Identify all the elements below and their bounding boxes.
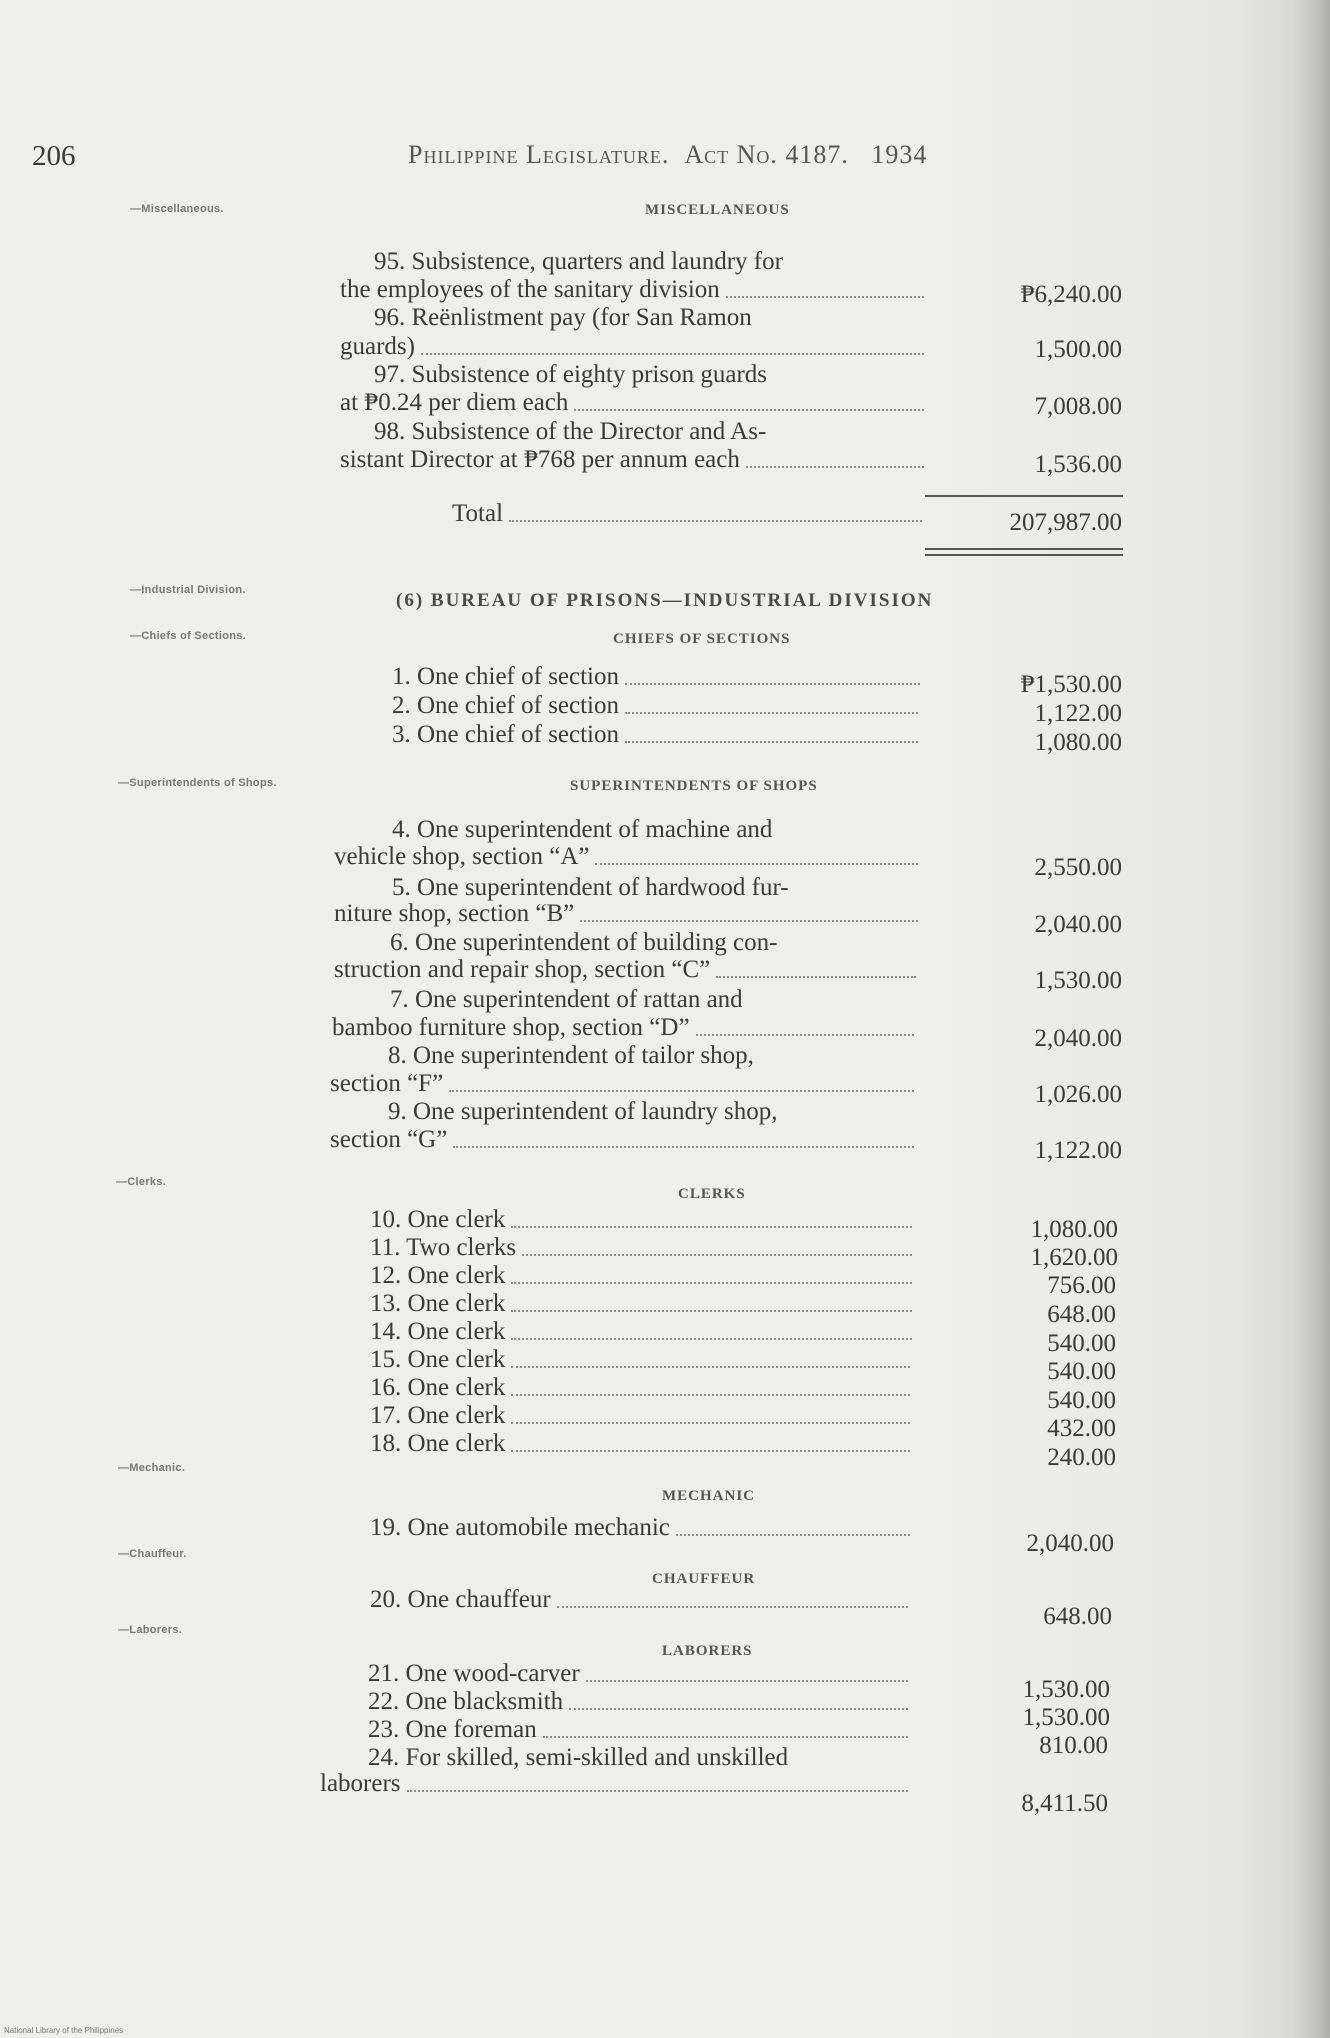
item-95-line-2 — [340, 276, 928, 304]
dot-leader — [511, 1393, 910, 1396]
heading-mechanic: MECHANIC — [662, 1488, 755, 1504]
item-5-text: niture shop, section “B” — [334, 900, 575, 927]
item-20-text: 20. One chauffeur — [370, 1586, 551, 1613]
item-95-line-1: 95. Subsistence, quarters and laundry for — [374, 248, 783, 275]
item-19-line — [370, 1514, 914, 1542]
item-96-line-2 — [340, 333, 928, 361]
amount-7: 2,040.00 — [1034, 1025, 1122, 1052]
item-7-text: bamboo furniture shop, section “D” — [332, 1014, 690, 1041]
amount-14: 540.00 — [1047, 1330, 1116, 1357]
item-3-line — [392, 721, 922, 749]
amount-98: 1,536.00 — [1034, 451, 1122, 478]
item-21-line — [368, 1660, 912, 1688]
item-13-line — [370, 1290, 916, 1318]
item-6-line-1: 6. One superintendent of building con- — [390, 929, 778, 956]
item-16-line — [370, 1374, 914, 1402]
item-9-line-2 — [330, 1126, 918, 1154]
amount-5: 2,040.00 — [1034, 911, 1122, 938]
scan-credit: National Library of the Philippines — [4, 2026, 124, 2035]
dot-leader — [580, 919, 918, 922]
item-12-line — [370, 1262, 916, 1290]
amount-15: 540.00 — [1047, 1358, 1116, 1385]
item-19-text: 19. One automobile mechanic — [370, 1514, 670, 1541]
item-18-line — [370, 1430, 914, 1458]
item-22-text: 22. One blacksmith — [368, 1688, 564, 1715]
item-24-text: laborers — [320, 1770, 401, 1797]
amount-2: 1,122.00 — [1034, 700, 1122, 727]
item-4-text: vehicle shop, section “A” — [334, 843, 590, 870]
item-17-text: 17. One clerk — [370, 1402, 506, 1429]
total-line — [452, 500, 926, 528]
margin-note-clerks: —Clerks. — [116, 1176, 167, 1188]
margin-note-industrial-division: —Industrial Division. — [130, 584, 246, 596]
dot-leader — [543, 1735, 908, 1738]
item-11-text: 11. Two clerks — [370, 1234, 517, 1261]
dot-leader — [574, 408, 924, 411]
amount-21: 1,530.00 — [1022, 1676, 1110, 1703]
item-23-line — [368, 1716, 912, 1744]
amount-97: 7,008.00 — [1034, 393, 1122, 420]
item-17-line — [370, 1402, 914, 1430]
total-amount: 207,987.00 — [1009, 509, 1122, 536]
total-rule-2 — [925, 554, 1123, 556]
amount-20: 648.00 — [1043, 1603, 1112, 1630]
item-95-text: the employees of the sanitary division — [340, 276, 720, 303]
dot-leader — [557, 1605, 908, 1608]
total-rule-1 — [925, 548, 1123, 550]
item-12-text: 12. One clerk — [370, 1262, 506, 1289]
item-6-line-2 — [334, 956, 920, 984]
item-96-line-1: 96. Reënlistment pay (for San Ramon — [374, 304, 752, 331]
dot-leader — [746, 465, 924, 468]
margin-note-chauffeur: —Chauffeur. — [118, 1548, 187, 1560]
amount-24: 8,411.50 — [1021, 1790, 1108, 1817]
item-15-text: 15. One clerk — [370, 1346, 506, 1373]
item-22-line — [368, 1688, 912, 1716]
amount-16: 540.00 — [1047, 1387, 1116, 1414]
margin-note-miscellaneous: —Miscellaneous. — [130, 203, 224, 215]
item-97-line-2 — [340, 389, 928, 417]
dot-leader — [726, 295, 924, 298]
item-97-text: at ₱0.24 per diem each — [340, 389, 569, 416]
total-label: Total — [452, 500, 504, 527]
item-2-line — [392, 692, 922, 720]
dot-leader — [696, 1033, 914, 1036]
item-13-text: 13. One clerk — [370, 1290, 506, 1317]
running-head-act: Act No. 4187. — [684, 140, 849, 169]
dot-leader — [511, 1449, 910, 1452]
amount-3: 1,080.00 — [1034, 729, 1122, 756]
dot-leader — [522, 1253, 912, 1256]
margin-note-mechanic: —Mechanic. — [118, 1462, 186, 1474]
dot-leader — [509, 519, 922, 522]
amount-19: 2,040.00 — [1026, 1530, 1114, 1557]
item-3-text: 3. One chief of section — [392, 721, 620, 748]
item-9-text: section “G” — [330, 1126, 448, 1153]
heading-laborers: LABORERS — [662, 1643, 753, 1659]
subtotal-rule — [925, 495, 1123, 497]
running-head-year: 1934 — [871, 140, 928, 169]
item-1-line — [392, 663, 924, 691]
dot-leader — [511, 1365, 910, 1368]
dot-leader — [569, 1707, 908, 1710]
item-24-line-1: 24. For skilled, semi-skilled and unskilled — [368, 1744, 789, 1771]
running-head — [408, 140, 927, 170]
dot-leader — [421, 352, 924, 355]
amount-6: 1,530.00 — [1034, 967, 1122, 994]
dot-leader — [511, 1281, 912, 1284]
amount-18: 240.00 — [1047, 1444, 1116, 1471]
item-9-line-1: 9. One superintendent of laundry shop, — [388, 1098, 778, 1125]
item-8-line-1: 8. One superintendent of tailor shop, — [388, 1042, 754, 1069]
heading-bureau-of-prisons: (6) BUREAU OF PRISONS—INDUSTRIAL DIVISION — [396, 590, 934, 611]
dot-leader — [407, 1789, 908, 1792]
amount-13: 648.00 — [1047, 1301, 1116, 1328]
item-11-line — [370, 1234, 916, 1262]
item-4-line-1: 4. One superintendent of machine and — [392, 816, 773, 843]
item-1-text: 1. One chief of section — [392, 663, 620, 690]
page-number: 206 — [32, 140, 76, 172]
amount-95: ₱6,240.00 — [1020, 281, 1122, 308]
item-7-line-2 — [332, 1014, 918, 1042]
dot-leader — [586, 1679, 908, 1682]
amount-10: 1,080.00 — [1030, 1216, 1118, 1243]
item-4-line-2 — [334, 843, 922, 871]
margin-note-chiefs-of-sections: —Chiefs of Sections. — [130, 630, 247, 642]
dot-leader — [511, 1225, 912, 1228]
dot-leader — [625, 682, 920, 685]
item-14-line — [370, 1318, 916, 1346]
amount-96: 1,500.00 — [1034, 336, 1122, 363]
margin-note-laborers: —Laborers. — [118, 1624, 183, 1636]
amount-12: 756.00 — [1047, 1272, 1116, 1299]
dot-leader — [511, 1337, 912, 1340]
heading-superintendents-of-shops: SUPERINTENDENTS OF SHOPS — [570, 778, 818, 794]
item-23-text: 23. One foreman — [368, 1716, 537, 1743]
item-2-text: 2. One chief of section — [392, 692, 620, 719]
margin-note-superintendents: —Superintendents of Shops. — [118, 777, 277, 789]
amount-11: 1,620.00 — [1030, 1244, 1118, 1271]
amount-9: 1,122.00 — [1034, 1137, 1122, 1164]
running-head-legislature: Philippine Legislature. — [408, 140, 670, 169]
heading-chauffeur: CHAUFFEUR — [652, 1571, 756, 1587]
item-5-line-2 — [334, 900, 922, 928]
item-96-text: guards) — [340, 333, 415, 360]
heading-chiefs-of-sections: CHIEFS OF SECTIONS — [613, 631, 791, 647]
item-15-line — [370, 1346, 914, 1374]
amount-4: 2,550.00 — [1034, 854, 1122, 881]
item-24-line-2 — [320, 1770, 912, 1798]
dot-leader — [453, 1145, 914, 1148]
item-98-text: sistant Director at ₱768 per annum each — [340, 446, 740, 473]
item-20-line — [370, 1586, 912, 1614]
item-16-text: 16. One clerk — [370, 1374, 506, 1401]
amount-8: 1,026.00 — [1034, 1081, 1122, 1108]
dot-leader — [595, 862, 918, 865]
item-8-line-2 — [330, 1070, 918, 1098]
amount-23: 810.00 — [1039, 1732, 1108, 1759]
dot-leader — [511, 1421, 910, 1424]
item-5-line-1: 5. One superintendent of hardwood fur- — [392, 874, 789, 901]
dot-leader — [625, 711, 918, 714]
page-gutter-shadow — [1292, 0, 1330, 2038]
amount-17: 432.00 — [1047, 1415, 1116, 1442]
dot-leader — [625, 740, 918, 743]
item-98-line-1: 98. Subsistence of the Director and As- — [374, 418, 767, 445]
item-8-text: section “F” — [330, 1070, 444, 1097]
item-21-text: 21. One wood-carver — [368, 1660, 580, 1687]
item-7-line-1: 7. One superintendent of rattan and — [390, 986, 743, 1013]
item-10-text: 10. One clerk — [370, 1206, 506, 1233]
dot-leader — [676, 1533, 910, 1536]
dot-leader — [716, 975, 916, 978]
item-10-line — [370, 1206, 916, 1234]
item-6-text: struction and repair shop, section “C” — [334, 956, 711, 983]
heading-miscellaneous: MISCELLANEOUS — [645, 202, 790, 218]
item-98-line-2 — [340, 446, 928, 474]
item-97-line-1: 97. Subsistence of eighty prison guards — [374, 361, 768, 388]
heading-clerks: CLERKS — [678, 1186, 746, 1202]
amount-1: ₱1,530.00 — [1020, 671, 1122, 698]
amount-22: 1,530.00 — [1022, 1704, 1110, 1731]
dot-leader — [449, 1089, 914, 1092]
item-18-text: 18. One clerk — [370, 1430, 506, 1457]
item-14-text: 14. One clerk — [370, 1318, 506, 1345]
dot-leader — [511, 1309, 912, 1312]
